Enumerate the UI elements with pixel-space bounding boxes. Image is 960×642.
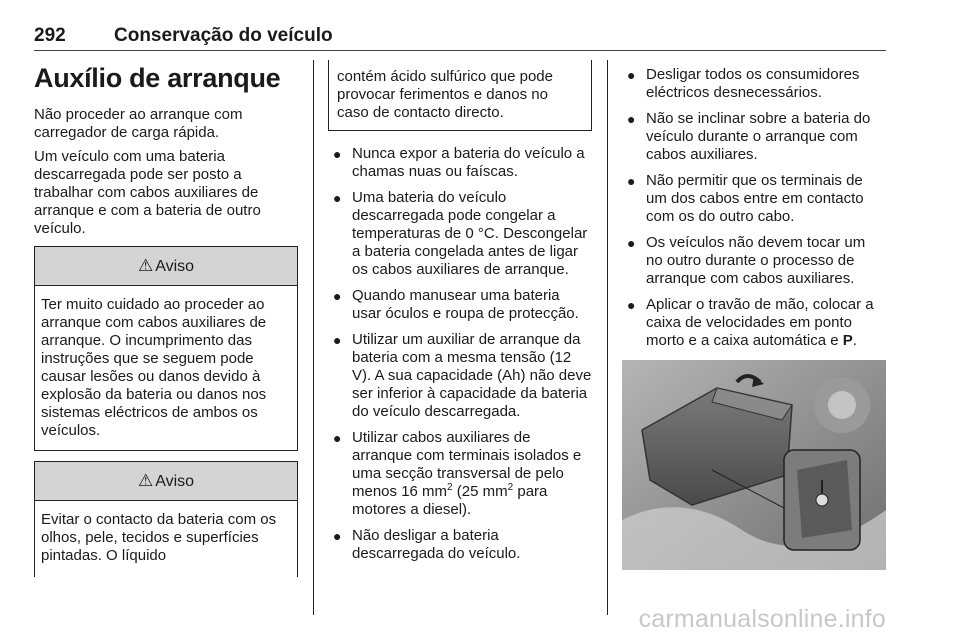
page-number: 292 [34, 25, 66, 46]
bullet-icon: ● [333, 190, 342, 206]
list-item: ● Quando manusear uma bateria usar óculos e roupa de protecção. [333, 287, 579, 322]
warning-continuation: contém ácido sulfúrico que pode provocar ferimentos e danos no caso de contacto directo. [328, 60, 592, 131]
warning-text: Evitar o contacto da bateria com os olhos, pele, tecidos e superfícies pintadas. O líquido [34, 501, 298, 577]
warning-label: Aviso [155, 258, 195, 275]
column-1 [34, 60, 298, 577]
warning-header [35, 247, 297, 286]
bullet-list [328, 145, 592, 563]
column-divider [607, 60, 608, 615]
bullet-icon: ● [627, 235, 636, 251]
column-3 [622, 60, 886, 570]
warning-box [34, 461, 298, 577]
section-title: Auxílio de arranque [34, 63, 281, 93]
warning-label: Aviso [155, 473, 195, 490]
warning-box [34, 246, 298, 451]
list-item: ● Os veículos não devem tocar um no outro durante o processo de arranque com cabos auxiliares. [627, 234, 866, 287]
bullet-icon: ● [627, 173, 636, 189]
bullet-icon: ● [627, 297, 636, 313]
paragraph: Um veículo com uma bateria descarregada pode ser posto a trabalhar com cabos auxiliares de arranque e com a bateria de outro veículo. [34, 148, 261, 237]
list-item: ● Uma bateria do veículo descarregada pode congelar a temperaturas de 0 °C. Descongelar a bateria congelada antes de ligar os cabos auxiliares de arranque. [333, 189, 588, 278]
list-item: ● Utilizar cabos auxiliares de arranque com terminais isolados e uma secção transversal de pelo menos 16 $mm^2$ (25 $mm^2$ para motores a diesel). [333, 429, 582, 518]
list-item: ● Utilizar um auxiliar de arranque da bateria com a mesma tensão (12 V). A sua capacidade (Ah) não deve ser inferior à capacidade da bateria do veículo descarregada. [333, 331, 592, 420]
bullet-icon: ● [333, 528, 342, 544]
bullet-icon: ● [333, 146, 342, 162]
watermark: carmanualsonline.info [638, 605, 886, 633]
page-header [34, 20, 886, 51]
header-title: Conservação do veículo [114, 25, 333, 46]
list-item: ● Aplicar o travão de mão, colocar a caixa de velocidades em ponto morto e a caixa automática e P. [627, 296, 874, 349]
bullet-list [622, 66, 886, 350]
list-item: ● Não desligar a bateria descarregada do veículo. [333, 527, 521, 562]
bullet-icon: ● [333, 288, 342, 304]
warning-text: Ter muito cuidado ao proceder ao arranque com cabos auxiliares de arranque. O incumprimento das instruções que se seguem pode causar lesões ou danos devido à explosão da bateria ou danos nos sistemas eléctricos de ambos os veículos. [41, 296, 267, 439]
bullet-icon: ● [627, 67, 636, 83]
bullet-icon: ● [333, 430, 342, 446]
column-divider [313, 60, 314, 615]
list-item: ● Desligar todos os consumidores eléctricos desnecessários. [627, 66, 860, 101]
column-2 [328, 60, 592, 571]
engine-bay-battery-illustration-svg [622, 360, 886, 570]
warning-header [35, 462, 297, 501]
engine-bay-battery-illustration [622, 360, 886, 570]
bullet-icon: ● [333, 332, 342, 348]
paragraph: Não proceder ao arranque com carregador de carga rápida. [34, 106, 243, 141]
list-item: ● Não se inclinar sobre a bateria do veículo durante o arranque com cabos auxiliares. [627, 110, 871, 163]
list-item: ● Não permitir que os terminais de um dos cabos entre em contacto com os do outro cabo. [627, 172, 864, 225]
warning-triangle-icon: ⚠ [137, 471, 154, 490]
warning-triangle-icon: ⚠ [137, 256, 154, 275]
list-item: ● Nunca expor a bateria do veículo a chamas nuas ou faíscas. [333, 145, 585, 180]
bullet-icon: ● [627, 111, 636, 127]
